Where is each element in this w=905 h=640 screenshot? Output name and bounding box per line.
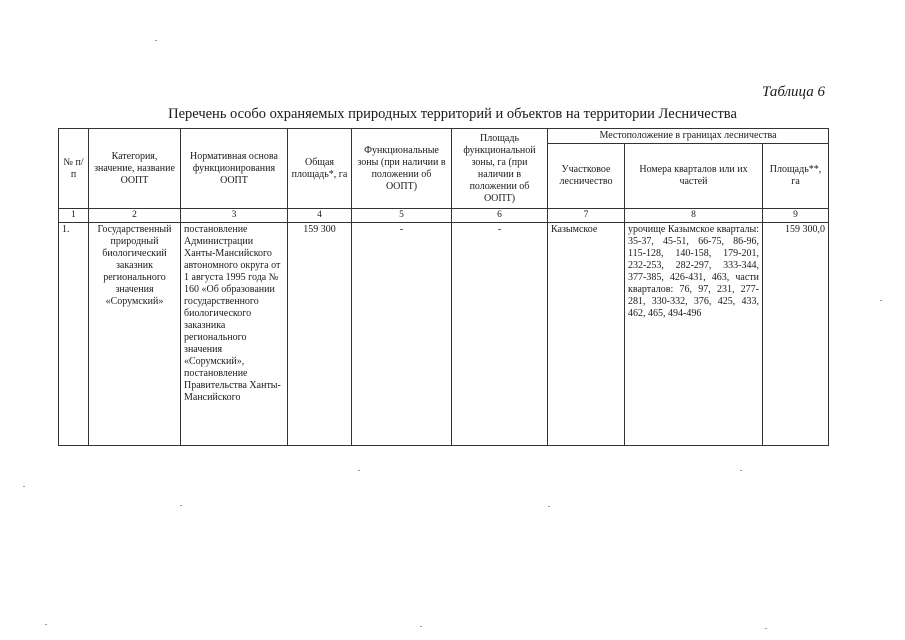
scan-speck — [420, 626, 422, 627]
scan-speck — [358, 470, 360, 471]
header-num: № п/п — [59, 129, 89, 209]
scan-speck — [765, 628, 767, 629]
scan-speck — [180, 505, 182, 506]
scan-speck — [23, 486, 25, 487]
column-numbers-row — [59, 209, 829, 223]
column-number: 1 — [59, 209, 89, 223]
cell-zones: - — [352, 223, 452, 446]
header-zones: Функциональные зоны (при наличии в положении об ООПТ) — [352, 129, 452, 209]
header-district: Участковое лесничество — [548, 144, 625, 209]
cell-district: Казымское — [548, 223, 625, 446]
cell-category: Государственный природный биологический заказник регионального значения «Сорумский» — [89, 223, 181, 446]
header-area: Общая площадь*, га — [288, 129, 352, 209]
scan-speck — [45, 624, 47, 625]
cell-num: 1. — [59, 223, 89, 446]
column-number: 4 — [288, 209, 352, 223]
table-row — [59, 223, 829, 446]
header-location: Местоположение в границах лесничества — [548, 129, 829, 144]
cell-basis: постановление Администрации Ханты-Мансийского автономного округа от 1 августа 1995 года № 160 «Об образовании государственного биологического заказника регионального значения «Сорумский», постановление Правительства Ханты-Мансийского — [181, 223, 288, 446]
cell-zone-area: - — [452, 223, 548, 446]
column-number: 8 — [625, 209, 763, 223]
table-label: Таблица 6 — [762, 84, 825, 100]
column-number: 7 — [548, 209, 625, 223]
scan-speck — [548, 506, 550, 507]
column-number: 9 — [763, 209, 829, 223]
column-number: 5 — [352, 209, 452, 223]
column-number: 6 — [452, 209, 548, 223]
header-zone-area: Площадь функциональной зоны, га (при наличии в положении об ООПТ) — [452, 129, 548, 209]
header-quarters: Номера кварталов или их частей — [625, 144, 763, 209]
protected-areas-table — [58, 128, 829, 446]
scan-speck — [155, 40, 157, 41]
header-loc-area: Площадь**, га — [763, 144, 829, 209]
header-basis: Нормативная основа функционирования ООПТ — [181, 129, 288, 209]
document-title: Перечень особо охраняемых природных территорий и объектов на территории Лесничества — [168, 106, 737, 122]
column-number: 3 — [181, 209, 288, 223]
cell-area: 159 300 — [288, 223, 352, 446]
scan-speck — [740, 470, 742, 471]
cell-loc-area: 159 300,0 — [763, 223, 829, 446]
column-number: 2 — [89, 209, 181, 223]
cell-quarters: урочище Казымское кварталы: 35-37, 45-51, 66-75, 86-96, 115-128, 140-158, 179-201, 232-253, 282-297, 333-344, 377-385, 426-431, 463, части кварталов: 76, 97, 231, 277-281, 330-332, 376, 425, 433, 462, 465, 494-496 — [625, 223, 763, 446]
scan-speck — [880, 300, 882, 301]
header-category: Категория, значение, название ООПТ — [89, 129, 181, 209]
